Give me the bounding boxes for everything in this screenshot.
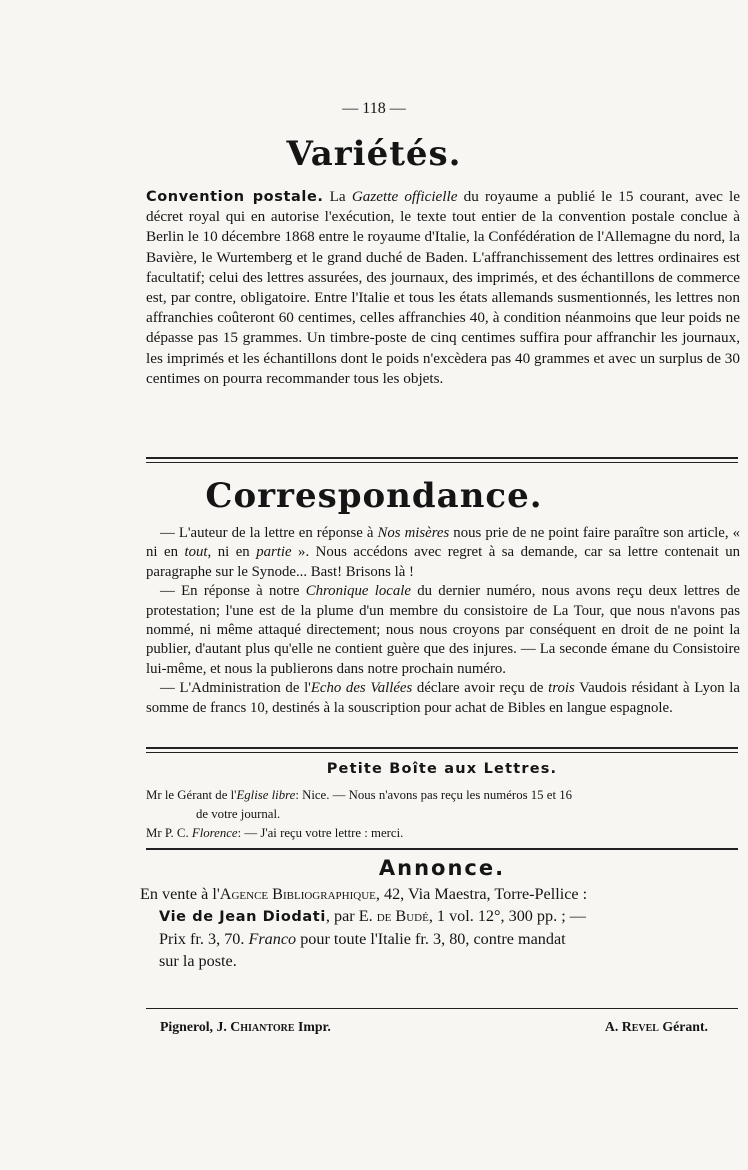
annonce-line-2 [140, 905, 740, 928]
text-fragment: — L'Administration de l' [160, 680, 311, 697]
annonce-body [140, 883, 740, 972]
text-fragment: A. [604, 1019, 622, 1034]
correspondance-title: Correspondance. [205, 476, 543, 516]
text-fragment: Prix fr. 3, 70. [159, 930, 249, 948]
annonce-title: Annonce. [378, 856, 506, 880]
italic-text: Florence [191, 826, 238, 840]
text-fragment: ». Nous accédons avec regret à sa demande, car sa lettre contenait un paragraphe sur le Synode... Bast! Brisons là ! [146, 544, 740, 580]
text-fragment: du royaume a publié le 15 courant, avec le décret royal qui en autorise l'exécution, le texte tout entier de la convention postale conclue à Berlin le 10 décembre 1868 entre le royaume d'Italie, la Confédération de l'Allemagne du nord, la Bavière, le Wurtemberg et le grand duché de Baden. L'affranchissement des lettres ordinaires est facultatif; celui des lettres assurées, des journaux, des imprimés, et des échantillons de commerce est, par contre, obligatoire. Entre l'Italie et tous les états allemands susmentionnés, les lettres non affranchies coûteront 60 centimes, celles affranchies 40, à condition néanmoins que leur poids ne dépasse pas 15 grammes. Un timbre-poste de cinq centimes suffira pour affranchir les journaux, les imprimés et les échantillons dont le poids n'excèdera pas 40 grammes et avec un surplus de 30 centimes on pourra recommander tous les objets. [146, 188, 740, 387]
varietes-paragraph [146, 187, 740, 389]
italic-text: partie [256, 544, 292, 561]
text-fragment: nous prie de ne point faire paraître son article, « ni en [146, 525, 740, 561]
annonce-line-4: sur la poste. [159, 952, 237, 970]
boite-line-2 [146, 824, 740, 843]
text-fragment: Mr le Gérant de l' [146, 788, 237, 802]
correspondance-body [146, 524, 740, 718]
gerant-credit [605, 1019, 708, 1035]
text-fragment: , 42, Via Maestra, Torre-Pellice : [375, 885, 588, 903]
boite-line-1-cont: de votre journal. [196, 807, 281, 821]
correspondance-paragraph-3 [146, 679, 740, 718]
annonce-line-3 [140, 928, 740, 950]
section-divider [146, 462, 738, 463]
text-fragment: Impr. [294, 1019, 331, 1034]
text-fragment: La [323, 188, 352, 205]
italic-text: tout [184, 544, 208, 561]
italic-text: Chronique locale [305, 583, 411, 600]
boite-title: Petite Boîte aux Lettres. [326, 761, 558, 777]
correspondance-paragraph-1 [146, 524, 740, 582]
text-fragment: Gérant. [658, 1019, 708, 1034]
text-fragment: En vente à l' [140, 885, 220, 903]
text-fragment: — En réponse à notre [160, 583, 306, 600]
italic-text: Nos misères [377, 525, 450, 541]
section-divider [146, 752, 738, 753]
book-title: Vie de Jean Diodati [159, 909, 326, 925]
italic-text: Eglise libre [236, 788, 296, 802]
section-divider [146, 1008, 738, 1009]
text-fragment: , par E. [325, 907, 377, 925]
text-fragment: , 1 vol. 12°, 300 pp. ; — [428, 907, 586, 925]
italic-text: Echo des Vallées [310, 680, 413, 697]
boite-body [146, 786, 740, 843]
text-fragment: déclare avoir reçu de [412, 680, 549, 697]
section-divider [146, 747, 738, 749]
printer-credit [160, 1019, 331, 1034]
small-caps-text: Chiantore [230, 1019, 295, 1034]
text-fragment: du dernier numéro, nous avons reçu deux lettres de protestation; l'une est de la plume d'un membre du consistoire de La Tour, que nous n'avons pas nommé, ni même attaqué directement; nous nous croyons par conséquent en droit de ne point la publier, d'autant plus qu'elle ne contient guère que des injures. — La seconde émane du Consistoire lui-même, et nous la publierons dans notre prochain numéro. [146, 583, 740, 677]
small-caps-text: Agence Bibliographique [219, 885, 376, 903]
text-fragment: pour toute l'Italie fr. 3, 80, contre mandat [296, 930, 566, 948]
text-fragment: Pignerol, J. [160, 1019, 231, 1034]
section-divider [146, 457, 738, 459]
section-divider [146, 848, 738, 850]
annonce-line-1 [140, 883, 740, 905]
text-fragment: — L'auteur de la lettre en réponse à [160, 525, 378, 541]
small-caps-text: de Budé [376, 907, 429, 925]
gazette-title: Gazette officielle [351, 188, 458, 205]
varietes-title: Variétés. [286, 134, 462, 174]
boite-line-1 [146, 786, 740, 805]
italic-text: trois [548, 680, 575, 697]
text-fragment: Mr P. C. [146, 826, 192, 840]
text-fragment: , ni en [207, 544, 257, 561]
text-fragment: : — J'ai reçu votre lettre : merci. [237, 826, 404, 840]
footer-imprint [160, 1019, 708, 1035]
page-number: — 118 — [342, 100, 406, 117]
small-caps-text: Revel [621, 1019, 659, 1034]
text-fragment: : Nice. — Nous n'avons pas reçu les numéros 15 et 16 [295, 788, 572, 802]
italic-text: Franco [248, 930, 297, 948]
lead-heading: Convention postale. [146, 189, 324, 205]
text-fragment: Vaudois résidant à Lyon la somme de francs 10, destinés à la souscription pour achat de Bibles en langue espagnole. [146, 680, 740, 716]
correspondance-paragraph-2 [146, 582, 740, 679]
